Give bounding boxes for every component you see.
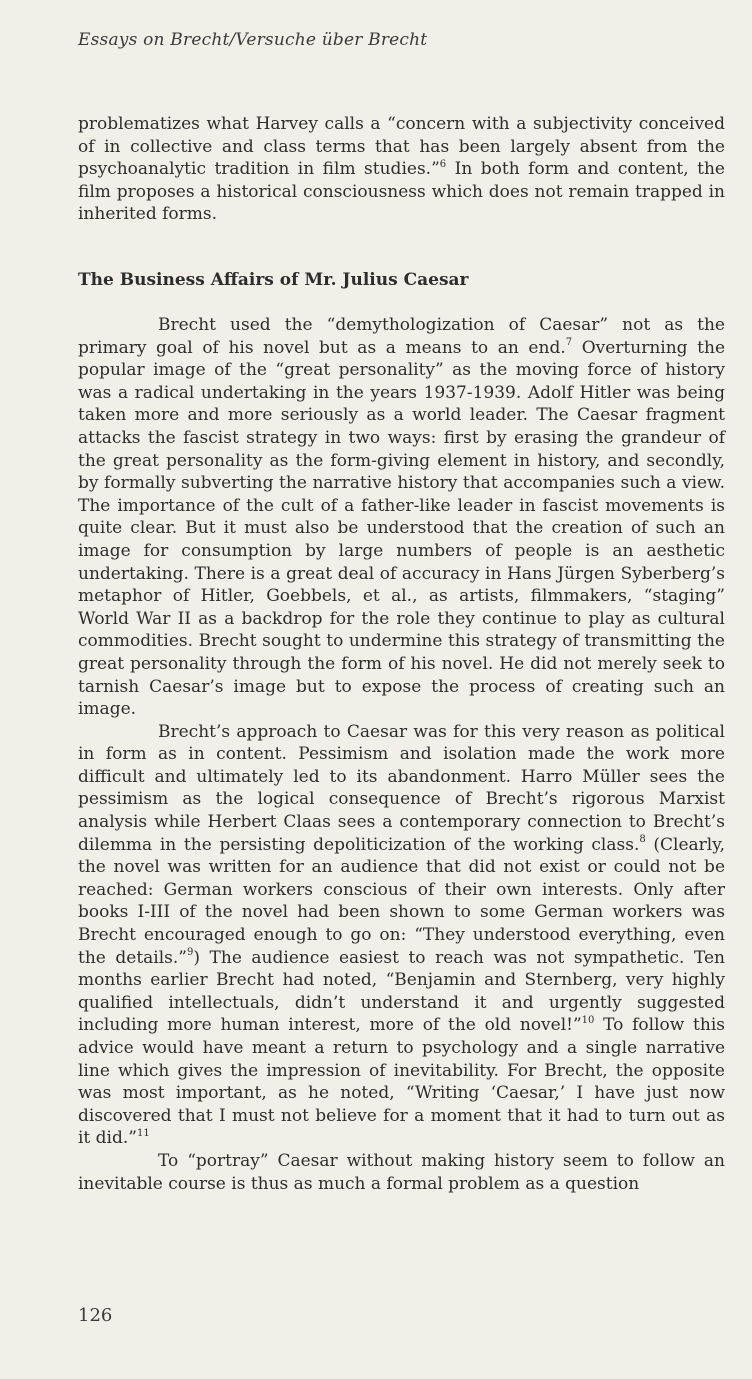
paragraph-2-text-a: Brecht’s approach to Caesar was for this very reason as political in form as in content. Pessimism and isolation made the work more difficult and ultimately led to its abandonment. Harro Müller sees the pessimism as the logical consequence of Brecht’s rigorous Marxist analysis while Herbert Claas sees a contemporary connection to Brecht’s dilemma in the persisting depoliticization of the working class.: [78, 721, 725, 855]
paragraph-2-text-d: To follow this advice would have meant a return to psychology and a single narrative line which gives the impression of inevitability. For Brecht, the opposite was most important, as he noted, “Writing ‘Caesar,’ I have just now discovered that I must not believe for a moment that it had to turn out as it did.”: [78, 1015, 725, 1149]
paragraph-2-text-b: (Clearly, the novel was written for an audience that did not exist or could not be reached: German workers conscious of their own interests. Only after books I-III of the novel had been shown to some German workers was Brecht encouraged enough to go on: “They understood everything, even the details.”: [78, 834, 725, 968]
paragraph-3-text: To “portray” Caesar without making history seem to follow an inevitable course is thus as much a formal problem as a question: [78, 1150, 725, 1194]
paragraph-3: [78, 1150, 725, 1195]
intro-paragraph: [78, 113, 725, 226]
section-heading: The Business Affairs of Mr. Julius Caesar: [78, 270, 469, 290]
footnote-ref-8: 8: [639, 834, 646, 845]
intro-text-b: In both form and content, the film proposes a historical consciousness which does not remain trapped in inherited forms.: [78, 159, 725, 225]
footnote-ref-7: 7: [565, 336, 573, 348]
page-number: 126: [78, 1305, 113, 1326]
paragraph-1-text-a: Brecht used the “demythologization of Caesar” not as the primary goal of his novel but as a means to an end.: [78, 315, 725, 358]
footnote-ref-9: 9: [186, 946, 194, 958]
paragraph-2-text-c: ) The audience easiest to reach was not sympathetic. Ten months earlier Brecht had noted, “Benjamin and Sternberg, very highly qualified intellectuals, didn’t understand it and urgently suggested including more human interest, more of the old novel!”: [78, 947, 725, 1036]
footnote-ref-6: 6: [439, 158, 447, 170]
paragraph-1-text-b: Overturning the popular image of the “great personality” as the moving force of history was a radical undertaking in the years 1937-1939. Adolf Hitler was being taken more and more seriously as a world leader. The Caesar fragment attacks the fascist strategy in two ways: first by erasing the grandeur of the great personality as the form-giving element in history, and secondly, by formally subverting the narrative history that accompanies such a view. The importance of the cult of a father-like leader in fascist movements is quite clear. But it must also be understood that the creation of such an image for consumption by large numbers of people is an aesthetic undertaking. There is a great deal of accuracy in Hans Jürgen Syberberg’s metaphor of Hitler, Goebbels, et al., as artists, filmmakers, “staging” World War II as a backdrop for the role they continue to play as cultural commodities. Brecht sought to undermine this strategy of transmitting the great personality through the form of his novel. He did not merely seek to tarnish Caesar’s image but to expose the process of creating such an image.: [78, 337, 726, 720]
footnote-ref-10: 10: [581, 1014, 595, 1026]
paragraph-2: [78, 721, 725, 1150]
paragraph-1: [78, 314, 725, 721]
running-head: Essays on Brecht/Versuche über Brecht: [78, 30, 428, 50]
body-text: [78, 314, 725, 1195]
footnote-ref-11: 11: [136, 1127, 150, 1139]
intro-text-a: problematizes what Harvey calls a “concern with a subjectivity conceived of in collective and class terms that has been largely absent from the psychoanalytic tradition in film studies.”: [78, 114, 725, 180]
